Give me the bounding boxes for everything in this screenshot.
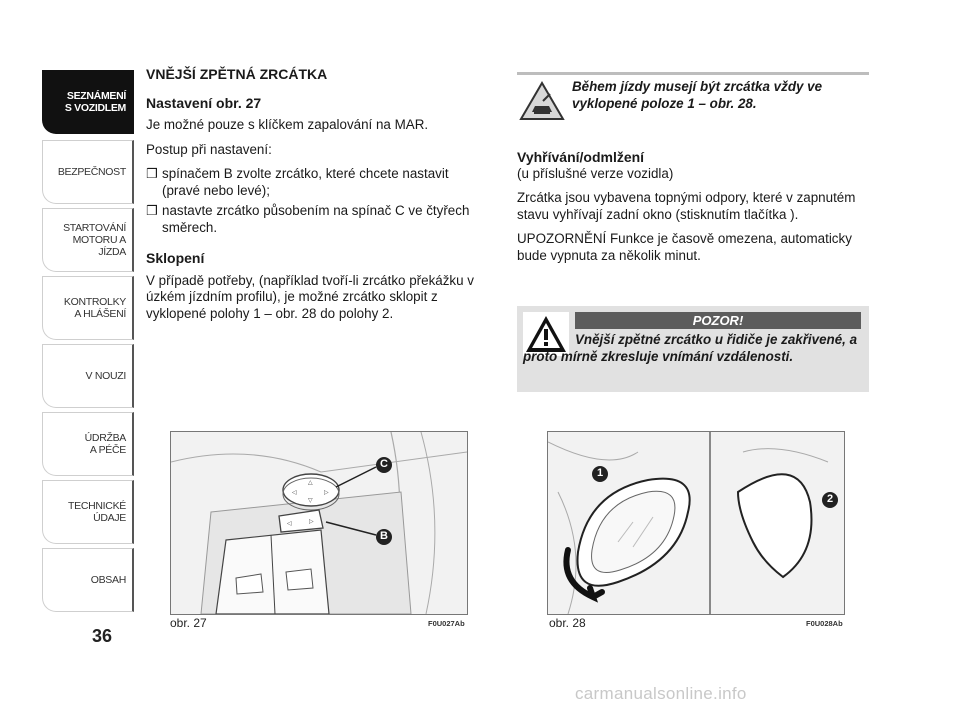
- label-c: C: [380, 458, 388, 470]
- note-box: [517, 72, 869, 131]
- folding-paragraph: V případě potřeby, (například tvoří-li zrcátko překážku v úzkém jízdním profilu), je možné zrcátko sklopit z vyklopené polohy 1 – obr. 28 do polohy 2.: [146, 272, 474, 321]
- door-switch-illustration: [171, 432, 467, 614]
- label-2: 2: [826, 493, 834, 505]
- right-column: [517, 72, 869, 272]
- warning-box: [517, 306, 869, 392]
- bullet-text: spínačem B zvolte zrcátko, které chcete nastavit (pravé nebo levé);: [162, 166, 449, 198]
- label-1: 1: [596, 467, 604, 479]
- checkbox-bullet-icon: ❒: [146, 166, 158, 181]
- checkbox-bullet-icon: ❒: [146, 203, 158, 218]
- note-text: Během jízdy musejí být zrcátka vždy ve vyklopené poloze 1 – obr. 28.: [572, 79, 823, 111]
- warning-title: POZOR!: [575, 312, 861, 329]
- list-item: [146, 203, 486, 236]
- tab-udrzba[interactable]: ÚDRŽBA A PÉČE: [42, 412, 134, 476]
- tab-obsah[interactable]: OBSAH: [42, 548, 134, 612]
- tab-kontrolky[interactable]: KONTROLKY A HLÁŠENÍ: [42, 276, 134, 340]
- tab-technicke[interactable]: TECHNICKÉ ÚDAJE: [42, 480, 134, 544]
- left-column: [146, 66, 486, 330]
- figure-27: [170, 431, 468, 615]
- tab-v-nouzi[interactable]: V NOUZI: [42, 344, 134, 408]
- mirror-fold-illustration: [548, 432, 844, 614]
- svg-text:◁: ◁: [287, 521, 292, 527]
- bullet-text: nastavte zrcátko působením na spínač C ve čtyřech směrech.: [162, 203, 470, 235]
- tab-bezpecnost[interactable]: BEZPEČNOST: [42, 140, 134, 204]
- label-b: B: [380, 530, 388, 542]
- figure-27-caption: obr. 27: [170, 616, 207, 630]
- figure-28-caption: obr. 28: [549, 616, 586, 630]
- setting-paragraph-2: Postup při nastavení:: [146, 141, 272, 157]
- list-item: [146, 166, 486, 199]
- figure-27-code: F0U027Ab: [428, 619, 465, 628]
- svg-text:▽: ▽: [308, 498, 313, 504]
- figure-28: [547, 431, 845, 615]
- svg-text:◁: ◁: [292, 490, 297, 496]
- heating-title: Vyhřívání/odmlžení: [517, 149, 645, 165]
- page-number: 36: [92, 626, 113, 646]
- tab-startovani[interactable]: STARTOVÁNÍ MOTORU A JÍZDA: [42, 208, 134, 272]
- tab-seznameni[interactable]: SEZNÁMENÍ S VOZIDLEM: [42, 70, 134, 134]
- folding-title: Sklopení: [146, 250, 205, 266]
- watermark-text: carmanualsonline.info: [575, 684, 747, 703]
- figure-28-code: F0U028Ab: [806, 619, 843, 628]
- section-heading: VNĚJŠÍ ZPĚTNÁ ZRCÁTKA: [146, 66, 328, 82]
- heating-paragraph-2: UPOZORNĚNÍ Funkce je časově omezena, automaticky bude vypnuta za několik minut.: [517, 231, 852, 263]
- setting-paragraph-1: Je možné pouze s klíčkem zapalování na MAR.: [146, 117, 429, 132]
- svg-text:▷: ▷: [324, 490, 329, 496]
- mirror-warning-icon: [519, 81, 565, 121]
- warning-text: Vnější zpětné zrcátko u řidiče je zakřivené, a proto mírně zkresluje vnímání vzdálenosti.: [523, 332, 858, 364]
- heating-subtitle: (u příslušné verze vozidla): [517, 165, 674, 181]
- svg-text:▷: ▷: [309, 519, 314, 525]
- setting-title: Nastavení obr. 27: [146, 94, 262, 111]
- heating-paragraph-1: Zrcátka jsou vybavena topnými odpory, které v zapnutém stavu vyhřívají zadní okno (stisknutím tlačítka ).: [517, 190, 856, 222]
- svg-text:△: △: [308, 480, 313, 486]
